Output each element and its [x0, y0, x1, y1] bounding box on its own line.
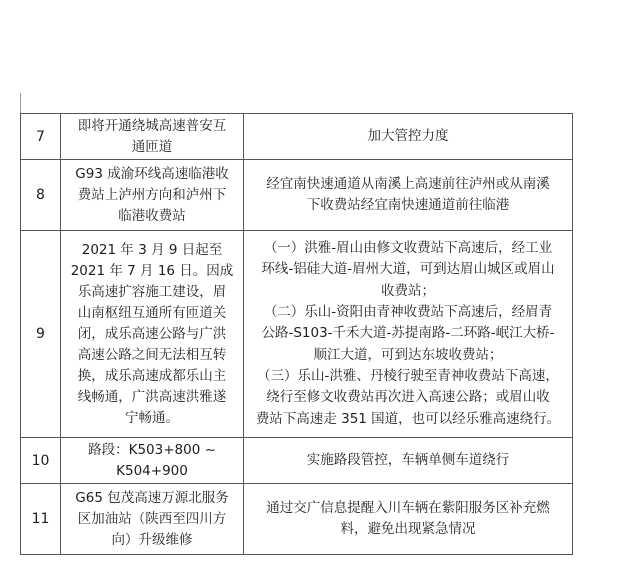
measure-cell — [244, 231, 573, 438]
table-row — [21, 231, 573, 438]
condition-line: 乐高速扩容施工建设，眉 — [77, 283, 227, 300]
table-row — [21, 114, 573, 160]
table-row — [21, 484, 573, 555]
condition-cell — [61, 160, 244, 231]
measure-line: （二）乐山-资阳由青神收费站下高速后，经眉青 — [263, 304, 553, 321]
measure-line: （一）洪雅-眉山由修文收费站下高速后，经工业 — [263, 240, 553, 257]
measure-cell — [244, 160, 573, 231]
row-number: 11 — [21, 484, 61, 555]
measure-line: 环线-铝硅大道-眉州大道，可到达眉山城区或眉山 — [261, 261, 555, 278]
condition-line: 闭，成乐高速公路与广洪 — [77, 325, 227, 342]
measure-line: 加大管控力度 — [367, 127, 449, 144]
condition-cell — [61, 484, 244, 555]
measure-cell — [244, 114, 573, 160]
measure-line: 费站下高速走 351 国道，也可以经乐雅高速绕行。 — [255, 410, 561, 427]
measure-line: 经宜南快速通道从南溪上高速前往泸州或从南溪 — [266, 175, 550, 192]
row-number: 9 — [21, 231, 61, 438]
measure-line: （三）乐山-洪雅、丹棱行驶至青神收费站下高速， — [257, 367, 559, 384]
page-edge-mark — [20, 93, 21, 115]
row-number: 7 — [21, 114, 61, 160]
measure-line: 收费站； — [381, 282, 435, 299]
condition-line: 路段：K503+800 ~ — [88, 441, 216, 458]
table-row — [21, 438, 573, 484]
condition-line: 费站上泸州方向和泸州下 — [77, 186, 227, 203]
measure-line: 实施路段管控，车辆单侧车道绕行 — [306, 451, 510, 468]
condition-line: 通匝道 — [131, 138, 173, 155]
measure-line: 顺江大道，可到达东坡收费站； — [313, 346, 503, 363]
table-row — [21, 160, 573, 231]
condition-line: K504+900 — [116, 462, 188, 479]
condition-line: 换，成乐高速成都乐山主 — [77, 367, 227, 384]
measure-cell — [244, 484, 573, 555]
condition-line: 临港收费站 — [118, 207, 186, 224]
condition-line: 即将开通绕城高速普安互 — [77, 117, 227, 134]
condition-line: G93 成渝环线高速临港收 — [75, 165, 229, 182]
condition-line: 区加油站（陕西至四川方 — [77, 510, 227, 527]
measure-line: 下收费站经宜南快速通道前往临港 — [306, 197, 510, 213]
measure-cell — [244, 438, 573, 484]
row-number: 10 — [21, 438, 61, 484]
condition-line: 山南枢纽互通所有匝道关 — [77, 304, 227, 321]
condition-line: 2021 年 3 月 9 日起至 — [81, 241, 223, 258]
condition-cell — [61, 231, 244, 438]
condition-line: 2021 年 7 月 16 日。因成 — [70, 262, 234, 279]
condition-line: 宁畅通。 — [125, 409, 179, 426]
measure-line: 料，避免出现紧急情况 — [340, 521, 476, 537]
measure-line: 绕行至修文收费站再次进入高速公路；或眉山收 — [266, 389, 550, 406]
condition-line: 高速公路之间无法相互转 — [77, 346, 227, 363]
condition-line: 线畅通，广洪高速洪雅遂 — [77, 388, 227, 405]
condition-line: G65 包茂高速万源北服务 — [75, 489, 229, 506]
measure-line: 公路-S103-千禾大道-苏提南路-二环路-岷江大桥- — [261, 325, 555, 342]
condition-line: 向）升级维修 — [111, 531, 193, 548]
traffic-control-table — [20, 113, 573, 555]
measure-line: 通过交广信息提醒入川车辆在紫阳服务区补充燃 — [266, 499, 550, 516]
row-number: 8 — [21, 160, 61, 231]
condition-cell — [61, 438, 244, 484]
condition-cell — [61, 114, 244, 160]
